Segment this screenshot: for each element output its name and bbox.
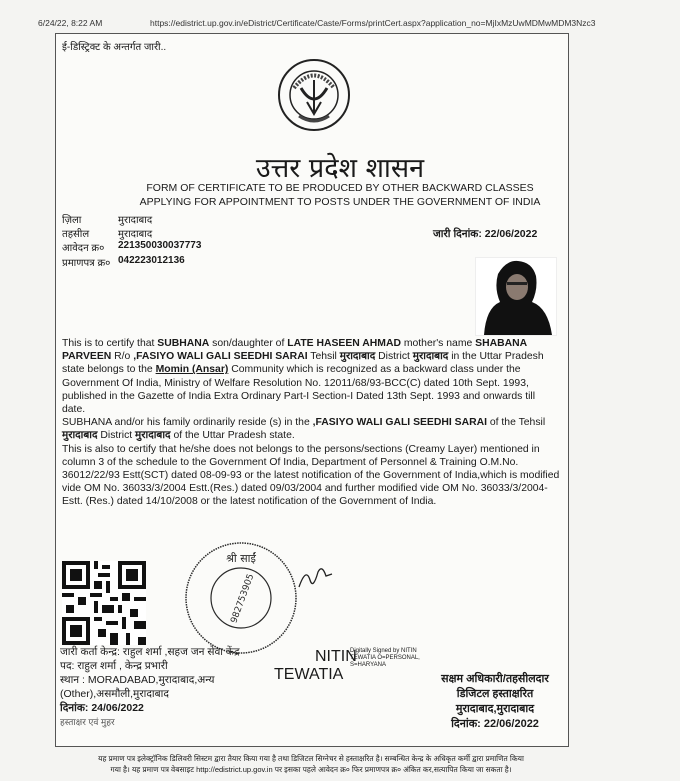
certify-paragraph: This is to certify that SUBHANA son/daughter of LATE HASEEN AHMAD mother's name SHABANA PARVEEN R/o ,FASIYO WALI GALI SEEDHI SARAI Tehsil मुरादाबाद District मुरादाबाद in the Uttar Pradesh state belongs to the Momin (Ansar) Community which is recognized as a backward class under the Government Of India, Ministry of Welfare Resolution No. 12011/68/93-BCC(C) dated 10th Sept. 1993, published in the Gazette of India Extra Ordinary Part-I Section-I Dated 13th Sept. 1993 and onwards till date. (62, 338, 544, 416)
issuer-place: स्थान : MORADABAD,मुरादाबाद,अन्य (Other),असमौली,मुरादाबाद (60, 674, 215, 700)
signature-seal-label: हस्ताक्षर एवं मुहर (60, 717, 115, 727)
digital-signature-note: Digitally Signed by NITIN TEWATIA O=PERSONAL, S=HARYANA (350, 648, 420, 668)
print-url: https://edistrict.up.gov.in/eDistrict/Certificate/Caste/Forms/printCert.aspx?application_no=MjIxMzUwMDMwMDM3Nzc3 (150, 18, 596, 28)
digitally-signed-label: डिजिटल हस्ताक्षरित (456, 688, 534, 700)
footer-line-2: गया है। यह प्रमाण पत्र वेबसाइट http://edistrict.up.gov.in पर इसका पहले आवेदन क्र० फिर प्रमाणपत्र क्र० अंकित कर,सत्यापित किया जा सकता है। (110, 765, 512, 774)
authority-date: दिनांक: 22/06/2022 (451, 718, 539, 730)
residence-paragraph: SUBHANA and/or his family ordinarily reside (s) in the ,FASIYO WALI GALI SEEDHI SARAI of the Tehsil मुरादाबाद District मुरादाबाद of the Uttar Pradesh state. (62, 417, 546, 442)
authority-title: सक्षम अधिकारी/तहसीलदार (441, 673, 549, 685)
creamy-layer-paragraph: This is also to certify that he/she does not belongs to the persons/sections (Creamy Layer) mentioned in column 3 of the schedule to the Government Of India, Department of Personnel & Training O.M.No. 36012/22/93 Estt(SCT) dated 08-09-93 or the latest notification of the Government of India,which is modified vide OM No. 36033/3/2004 Estt.(Res.) dated 09/03/2004 and further modified vide OM No. 36033/3/2004-Estt. (Res.) dated 14/10/2008 or the latest notification of the Government of India. (62, 443, 560, 508)
up-government-seal-icon (277, 58, 351, 132)
certificate-body (62, 337, 560, 509)
signer-name-first: NITIN (315, 648, 357, 665)
applicant-name: SUBHANA (157, 338, 210, 349)
address: ,FASIYO WALI GALI SEEDHI SARAI (133, 351, 308, 363)
certificate-number: 042223012136 (118, 255, 185, 266)
authority-place: मुरादाबाद,मुरादाबाद (455, 703, 535, 715)
title-english-line-2: APPLYING FOR APPOINTMENT TO POSTS UNDER THE GOVERNMENT OF INDIA (139, 196, 541, 208)
title-english-line-1: FORM OF CERTIFICATE TO BE PRODUCED BY OTHER BACKWARD CLASSES (146, 182, 534, 194)
community: Momin (Ansar) (155, 364, 229, 376)
tehsil-value: मुरादाबाद (118, 229, 153, 240)
qr-code-icon (62, 561, 146, 645)
certificate-label: प्रमाणपत्र क्र० (62, 258, 111, 269)
print-datetime: 6/24/22, 8:22 AM (38, 18, 103, 28)
mother-name: SHABANA PARVEEN (62, 338, 527, 363)
tehsil-label: तहसील (62, 229, 90, 240)
application-label: आवेदन क्र० (62, 243, 105, 254)
official-round-stamp-icon (183, 540, 299, 656)
stamp-text: श्री साईं (226, 552, 256, 565)
issuer-post: पद: राहुल शर्मा , केन्द्र प्रभारी (60, 660, 168, 672)
signer-name-last: TEWATIA (274, 666, 344, 683)
issuing-centre: जारी कर्ता केन्द्र: राहुल शर्मा ,सहज जन सेवा केंद्र (60, 646, 240, 658)
applicant-photo (475, 257, 557, 336)
applicant-portrait-icon (476, 258, 556, 335)
handwritten-signature-icon (296, 562, 336, 592)
district-label: ज़िला (62, 215, 82, 226)
verification-footer (62, 753, 560, 775)
title-hindi: उत्तर प्रदेश शासन (255, 153, 425, 184)
district-value: मुरादाबाद (118, 215, 153, 226)
stamp-number: 982753905 (229, 572, 257, 625)
issuing-centre-block (60, 645, 310, 729)
issuer-date: दिनांक: 24/06/2022 (60, 702, 144, 714)
authority-block (430, 672, 560, 732)
footer-line-1: यह प्रमाण पत्र इलेक्ट्रॉनिक डिलिवरी सिस्टम द्वारा तैयार किया गया है तथा डिजिटल सिग्नेचर से हस्ताक्षरित है। सम्बन्धित केन्द्र के अधिकृत कर्मी द्वारा प्रमाणित किया (98, 754, 524, 763)
edistrict-note: ई-डिस्ट्रिक्ट के अन्तर्गत जारी.. (62, 42, 167, 53)
father-name: LATE HASEEN AHMAD (287, 338, 401, 349)
application-number: 221350030037773 (118, 240, 202, 251)
issue-date: जारी दिनांक: 22/06/2022 (433, 228, 538, 240)
